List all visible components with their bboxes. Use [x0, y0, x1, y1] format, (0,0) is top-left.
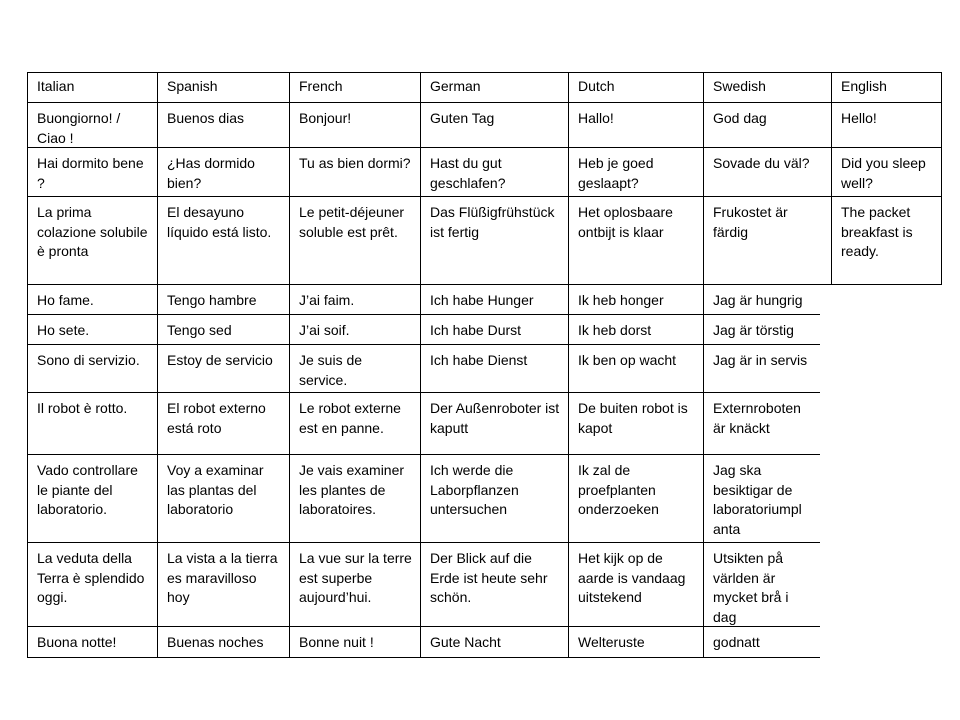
table-cell: Ho fame.: [27, 285, 158, 315]
table-cell: God dag: [704, 103, 832, 148]
table-cell: Ik heb dorst: [569, 315, 704, 345]
table-cell: El robot externo está roto: [158, 393, 290, 455]
table-cell: Tengo sed: [158, 315, 290, 345]
table-cell: Welteruste: [569, 627, 704, 658]
table-cell: Het kijk op de aarde is vandaag uitstekend: [569, 543, 704, 627]
table-cell: Ich habe Durst: [421, 315, 569, 345]
table-cell: Le robot externe est en panne.: [290, 393, 421, 455]
table-cell: Vado controllare le piante del laboratorio.: [27, 455, 158, 543]
table-cell: Bonjour!: [290, 103, 421, 148]
table-cell: J’ai soif.: [290, 315, 421, 345]
table-cell: Estoy de servicio: [158, 345, 290, 393]
table-cell: Tu as bien dormi?: [290, 148, 421, 197]
table-cell: Il robot è rotto.: [27, 393, 158, 455]
table-cell: Hallo!: [569, 103, 704, 148]
table-cell: Ik heb honger: [569, 285, 704, 315]
table-cell: Je vais examiner les plantes de laboratoires.: [290, 455, 421, 543]
table-cell: Tengo hambre: [158, 285, 290, 315]
table-cell: Ich habe Dienst: [421, 345, 569, 393]
table-cell: Der Außenroboter ist kaputt: [421, 393, 569, 455]
table-cell: Jag är hungrig: [704, 285, 820, 315]
table-cell: Buongiorno! / Ciao !: [27, 103, 158, 148]
table-cell: The packet breakfast is ready.: [832, 197, 942, 285]
table-cell: La vue sur la terre est superbe aujourd’hui.: [290, 543, 421, 627]
table-cell: Hello!: [832, 103, 942, 148]
column-header-dutch: Dutch: [569, 72, 704, 103]
table-cell: Hai dormito bene ?: [27, 148, 158, 197]
table-cell: Ho sete.: [27, 315, 158, 345]
table-cell: Frukostet är färdig: [704, 197, 832, 285]
table-cell: Le petit-déjeuner soluble est prêt.: [290, 197, 421, 285]
table-cell: La veduta della Terra è splendido oggi.: [27, 543, 158, 627]
table-cell: Buona notte!: [27, 627, 158, 658]
column-header-german: German: [421, 72, 569, 103]
table-cell: Guten Tag: [421, 103, 569, 148]
table-cell: Jag är törstig: [704, 315, 820, 345]
table-cell: Did you sleep well?: [832, 148, 942, 197]
table-cell: Das Flüßigfrühstück ist fertig: [421, 197, 569, 285]
table-cell: Je suis de service.: [290, 345, 421, 393]
column-header-spanish: Spanish: [158, 72, 290, 103]
table-cell: Het oplosbaare ontbijt is klaar: [569, 197, 704, 285]
table-cell: Hast du gut geschlafen?: [421, 148, 569, 197]
table-cell: J’ai faim.: [290, 285, 421, 315]
table-cell: Gute Nacht: [421, 627, 569, 658]
table-cell: Jag är in servis: [704, 345, 820, 393]
table-cell: Buenas noches: [158, 627, 290, 658]
column-header-swedish: Swedish: [704, 72, 832, 103]
table-cell: godnatt: [704, 627, 820, 658]
table-cell: Ich werde die Laborpflanzen untersuchen: [421, 455, 569, 543]
table-cell: Sono di servizio.: [27, 345, 158, 393]
table-cell: Buenos dias: [158, 103, 290, 148]
table-cell: Jag ska besiktigar de laboratoriumpl anta: [704, 455, 820, 543]
table-cell: ¿Has dormido bien?: [158, 148, 290, 197]
table-cell: Ich habe Hunger: [421, 285, 569, 315]
column-header-english: English: [832, 72, 942, 103]
table-cell: El desayuno líquido está listo.: [158, 197, 290, 285]
table-cell: De buiten robot is kapot: [569, 393, 704, 455]
table-cell: Voy a examinar las plantas del laboratorio: [158, 455, 290, 543]
table-cell: Sovade du väl?: [704, 148, 832, 197]
table-cell: La prima colazione solubile è pronta: [27, 197, 158, 285]
table-cell: Heb je goed geslaapt?: [569, 148, 704, 197]
column-header-french: French: [290, 72, 421, 103]
table-cell: Ik ben op wacht: [569, 345, 704, 393]
table-cell: Externroboten är knäckt: [704, 393, 820, 455]
table-cell: Utsikten på världen är mycket brå i dag: [704, 543, 820, 627]
table-cell: Bonne nuit !: [290, 627, 421, 658]
column-header-italian: Italian: [27, 72, 158, 103]
table-cell: Ik zal de proefplanten onderzoeken: [569, 455, 704, 543]
table-cell: La vista a la tierra es maravilloso hoy: [158, 543, 290, 627]
table-cell: Der Blick auf die Erde ist heute sehr schön.: [421, 543, 569, 627]
